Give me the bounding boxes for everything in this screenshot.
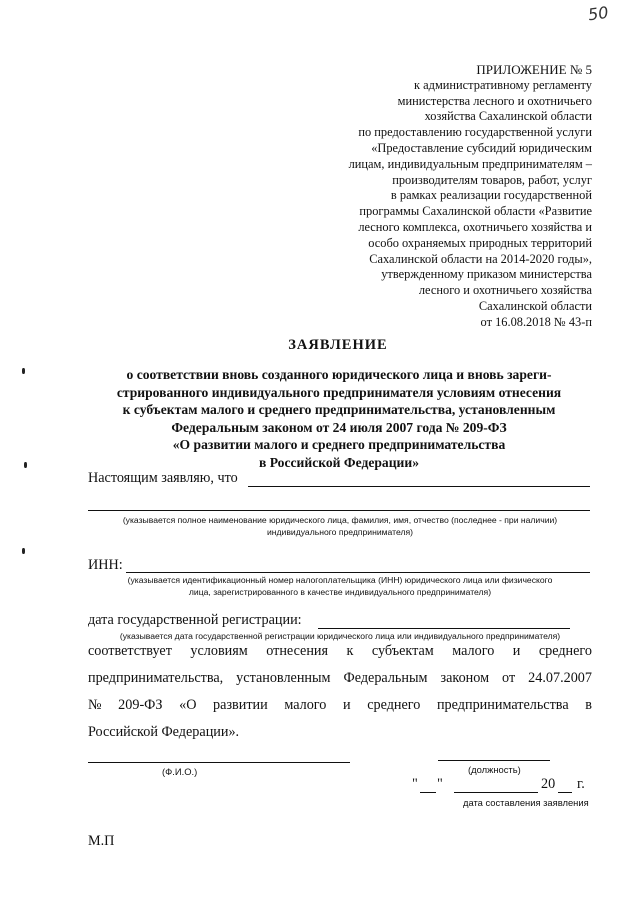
registration-date-field[interactable] bbox=[318, 628, 570, 629]
hint-line: (указывается полное наименование юридического лица, фамилия, имя, отчество (последнее - при наличии) bbox=[122, 515, 558, 525]
statement-word: к bbox=[346, 643, 354, 659]
appendix-line: особо охраняемых природных территорий bbox=[368, 235, 592, 250]
date-month-field[interactable] bbox=[454, 792, 538, 793]
binding-hole-mark bbox=[24, 462, 27, 468]
statement-line: предпринимательства, установленным Федеральным законом от 24.07.2007 bbox=[88, 670, 592, 686]
statement-word: предпринимательства bbox=[436, 697, 569, 713]
subject-line: Федеральным законом от 24 июля 2007 года № 209-ФЗ bbox=[171, 419, 507, 435]
binding-hole-mark bbox=[22, 368, 25, 374]
hint-line: (указывается идентификационный номер налогоплательщика (ИНН) юридического лица или физического bbox=[127, 575, 553, 585]
statement-word: «О bbox=[179, 697, 197, 713]
statement-word: среднего bbox=[538, 643, 592, 659]
inn-field[interactable] bbox=[126, 572, 590, 573]
appendix-line: ПРИЛОЖЕНИЕ № 5 bbox=[476, 62, 592, 77]
statement-word: и bbox=[342, 697, 351, 713]
declare-label: Настоящим заявляю, что bbox=[88, 470, 238, 486]
organization-name-field-line2[interactable] bbox=[88, 510, 590, 511]
date-year-field[interactable] bbox=[558, 792, 572, 793]
subject-line: в Российской Федерации» bbox=[258, 454, 420, 470]
appendix-header bbox=[292, 62, 592, 331]
date-day-field[interactable] bbox=[420, 792, 436, 793]
appendix-line: к административному регламенту bbox=[414, 77, 592, 92]
statement-word: малого bbox=[284, 697, 327, 713]
registration-date-label: дата государственной регистрации: bbox=[88, 612, 302, 628]
subject-line: о соответствии вновь созданного юридического лица и вновь зареги- bbox=[126, 367, 552, 382]
appendix-line: производителям товаров, работ, услуг bbox=[392, 172, 592, 187]
position-caption: (должность) bbox=[468, 764, 521, 775]
statement-line bbox=[88, 692, 592, 719]
date-quote-open: " bbox=[412, 776, 418, 792]
document-title: ЗАЯВЛЕНИЕ bbox=[288, 337, 388, 353]
appendix-line: «Предоставление субсидий юридическим bbox=[371, 140, 592, 155]
handwritten-page-number: 50 bbox=[586, 2, 610, 25]
appendix-line: по предоставлению государственной услуги bbox=[358, 125, 592, 140]
hint-line: индивидуального предпринимателя) bbox=[266, 527, 414, 537]
statement-word: в bbox=[585, 697, 592, 713]
appendix-line: Сахалинской области bbox=[478, 298, 592, 313]
position-field[interactable] bbox=[438, 760, 550, 761]
statement-word: № bbox=[88, 697, 102, 713]
inn-label: ИНН: bbox=[88, 557, 123, 573]
date-quote-close: " bbox=[437, 776, 443, 792]
subject-line: стрированного индивидуального предпринимателя условиям отнесения bbox=[116, 384, 562, 400]
statement-word: малого bbox=[452, 643, 495, 659]
statement-word: развитии bbox=[213, 697, 268, 713]
registration-date-hint: (указывается дата государственной регистрации юридического лица или индивидуального предпринимателя) bbox=[119, 631, 561, 641]
appendix-line: в рамках реализации государственной bbox=[390, 188, 592, 203]
inn-hint bbox=[80, 574, 600, 598]
appendix-line: лесного и охотничьего хозяйства bbox=[418, 283, 592, 298]
binding-hole-mark bbox=[22, 548, 25, 554]
appendix-line: программы Сахалинской области «Развитие bbox=[359, 204, 592, 219]
appendix-line: лицам, индивидуальным предпринимателям – bbox=[348, 156, 592, 171]
appendix-line: Сахалинской области на 2014-2020 годы», bbox=[369, 251, 592, 266]
statement-line: Российской Федерации». bbox=[88, 724, 240, 740]
appendix-line: от 16.08.2018 № 43-п bbox=[480, 314, 592, 329]
statement-word: 209-ФЗ bbox=[118, 697, 163, 713]
hint-line: лица, зарегистрированного в качестве индивидуального предпринимателя) bbox=[188, 587, 492, 597]
statement-word: и bbox=[512, 643, 521, 659]
date-year-suffix: г. bbox=[577, 776, 585, 792]
organization-name-field[interactable] bbox=[248, 486, 590, 487]
statement-word: соответствует bbox=[88, 643, 172, 659]
statement-word: отнесения bbox=[266, 643, 329, 659]
date-year-prefix: 20 bbox=[541, 776, 556, 792]
statement-line bbox=[88, 638, 592, 665]
statement-word: субъектам bbox=[371, 643, 434, 659]
date-caption: дата составления заявления bbox=[463, 797, 589, 808]
appendix-line: хозяйства Сахалинской области bbox=[424, 109, 592, 124]
organization-name-hint bbox=[80, 514, 600, 538]
subject-line: к субъектам малого и среднего предпринимательства, установленным bbox=[122, 402, 556, 418]
statement-word: условиям bbox=[190, 643, 248, 659]
appendix-line: министерства лесного и охотничьего bbox=[397, 93, 592, 108]
document-subject bbox=[86, 366, 592, 472]
stamp-label: М.П bbox=[88, 833, 115, 849]
statement-word: среднего bbox=[367, 697, 421, 713]
fio-field[interactable] bbox=[88, 762, 350, 763]
appendix-line: лесного комплекса, охотничьего хозяйства и bbox=[358, 219, 592, 234]
statement-paragraph bbox=[88, 638, 592, 746]
fio-caption: (Ф.И.О.) bbox=[162, 766, 198, 777]
appendix-line: утвержденному приказом министерства bbox=[381, 267, 592, 282]
subject-line: «О развитии малого и среднего предпринимательства bbox=[172, 437, 506, 453]
